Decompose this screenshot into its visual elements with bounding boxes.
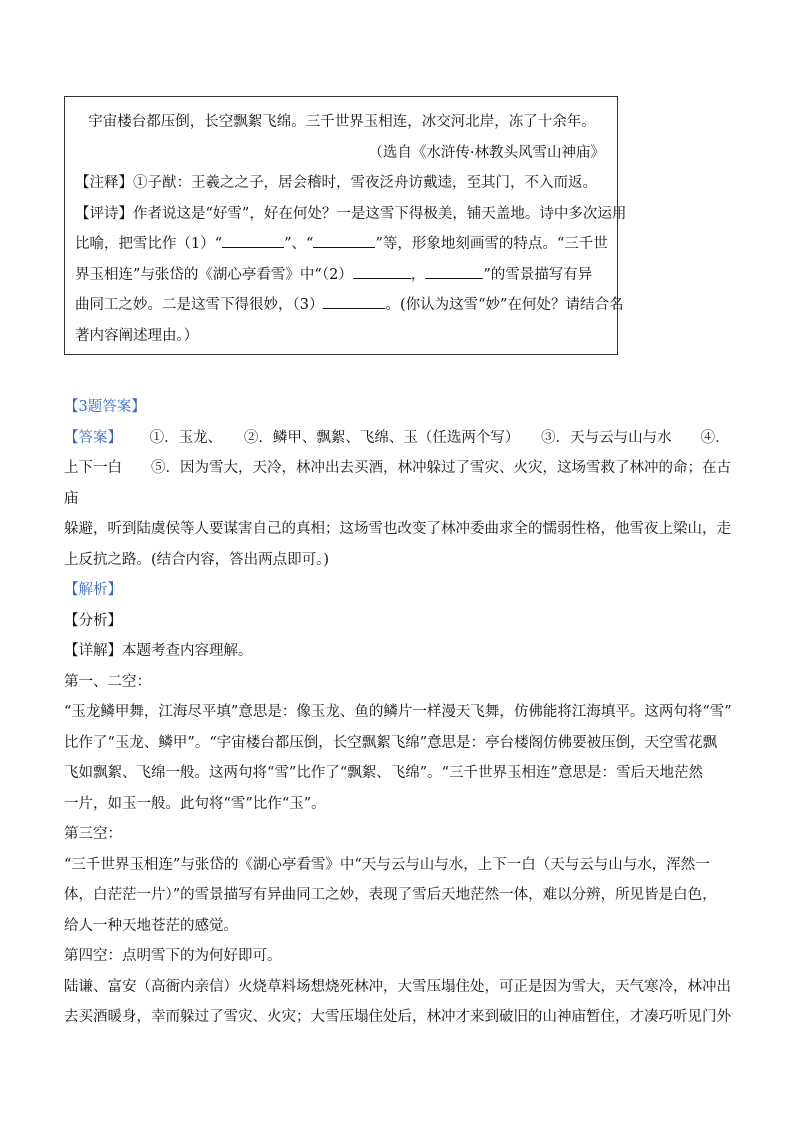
comment-text-4b: 。(你认为这雪“妙”在何处？请结合名 <box>385 297 624 313</box>
section-1-2-line-2: 比作了“玉龙、鳞甲”。“宇宙楼台都压倒，长空飘絮飞绵”意思是：亭台楼阁仿佛要被压倒，天空雪花飘 <box>64 734 718 751</box>
section-1-2-line-1: “玉龙鳞甲舞，江海尽平填”意思是：像玉龙、鱼的鳞片一样漫天飞舞，仿佛能将江海填平。这两句将“雪” <box>64 704 732 720</box>
note-text: ①子猷：王羲之之子，居会稽时，雪夜泛舟访戴逵，至其门，不入而返。 <box>133 175 597 191</box>
comment-line-4 <box>75 290 624 321</box>
fenxi-label: 【分析】 <box>64 612 122 629</box>
comment-text-2c: ”等，形象地刻画雪的特点。“三千世 <box>375 236 608 252</box>
answer-header: 【3题答案】 <box>64 399 146 415</box>
comment-text-3a: 界玉相连”与张岱的《湖心亭看雪》中“（2） <box>75 266 353 283</box>
detail-line <box>64 636 732 667</box>
section-3-line-1: “三千世界玉相连”与张岱的《湖心亭看雪》中“天与云与山与水，上下一白（天与云与山与水，浑然一 <box>64 856 710 873</box>
comment-line-2 <box>75 229 609 260</box>
blank-3 <box>323 294 385 310</box>
detail-label: 【详解】 <box>64 643 122 659</box>
poem-source: （选自《水浒传·林教头风雪山神庙》 <box>368 144 605 161</box>
comment-label: 【评诗】 <box>75 205 133 222</box>
comment-text-4a: 曲同工之妙。二是这雪下得很妙，（3） <box>75 297 324 313</box>
comment-text-2a: 比喻，把雪比作（1）“ <box>75 236 223 252</box>
answer-line-2: 上下一白 ⑤．因为雪大，天冷，林冲出去买酒，林冲躲过了雪灾、火灾，这场雪救了林冲的命；在古庙 <box>64 460 731 507</box>
comment-text-3c: ”的雪景描写有异 <box>483 266 593 283</box>
section-4-line-2: 去买酒暖身，幸而躲过了雪灾、火灾；大雪压塌住处后，林冲才来到破旧的山神庙暂住，才凑巧听见门外 <box>64 1009 731 1025</box>
answer-label: 【答案】 <box>64 429 122 446</box>
blank-2b <box>425 263 483 279</box>
section-3-line-3: 给人一种天地苍茫的感觉。 <box>64 917 238 934</box>
blank-1a <box>222 233 284 249</box>
answer-line-1 <box>64 423 732 454</box>
comment-line-1 <box>75 199 627 230</box>
detail-text: 本题考查内容理解。 <box>122 643 253 659</box>
answer-section <box>64 392 732 1033</box>
comment-text-3b: ， <box>410 266 426 283</box>
answer-line-4: 上反抗之路。(结合内容，答出两点即可。) <box>64 551 330 568</box>
answer-text-1: ①．玉龙、 ②．鳞甲、飘絮、飞绵、玉（任选两个写） ③．天与云与山与水 ④． <box>149 429 730 446</box>
comment-text-1: 作者说这是“好雪”，好在何处？一是这雪下得极美，铺天盖地。诗中多次运用 <box>133 205 627 222</box>
blank-2a <box>353 263 411 279</box>
note-label: 【注释】 <box>75 175 133 191</box>
section-3-line-2: 体，白茫茫一片）”的雪景描写有异曲同工之妙，表现了雪后天地茫然一体，难以分辨，所见皆是白色， <box>64 887 717 903</box>
section-1-2-line-3: 飞如飘絮、飞绵一般。这两句将“雪”比作了“飘絮、飞绵”。“三千世界玉相连”意思是：雪后天地茫然 <box>64 765 703 781</box>
comment-line-3 <box>75 260 609 291</box>
section-1-2-line-4: 一片，如玉一般。此句将“雪”比作“玉”。 <box>64 795 326 812</box>
section-3-title: 第三空： <box>64 826 122 842</box>
question-box <box>64 96 627 355</box>
poem-line: 宇宙楼台都压倒，长空飘絮飞绵。三千世界玉相连，冰交河北岸，冻了十余年。 <box>88 114 596 130</box>
note-line <box>75 168 609 199</box>
blank-1b <box>313 233 375 249</box>
section-4-title: 第四空：点明雪下的为何好即可。 <box>64 948 282 964</box>
section-4-line-1: 陆谦、富安（高衙内亲信）火烧草料场想烧死林冲，大雪压塌住处，可正是因为雪大，天气寒冷，林冲出 <box>64 978 731 995</box>
comment-text-2b: ”、“ <box>284 236 314 252</box>
comment-line-5: 著内容阐述理由。） <box>75 327 199 344</box>
answer-line-3: 躲避，听到陆虞侯等人要谋害自己的真相；这场雪也改变了林冲委曲求全的懦弱性格，他雪夜上梁山，走 <box>64 521 731 537</box>
analysis-label: 【解析】 <box>64 582 122 598</box>
section-1-2-title: 第一、二空： <box>64 673 151 690</box>
